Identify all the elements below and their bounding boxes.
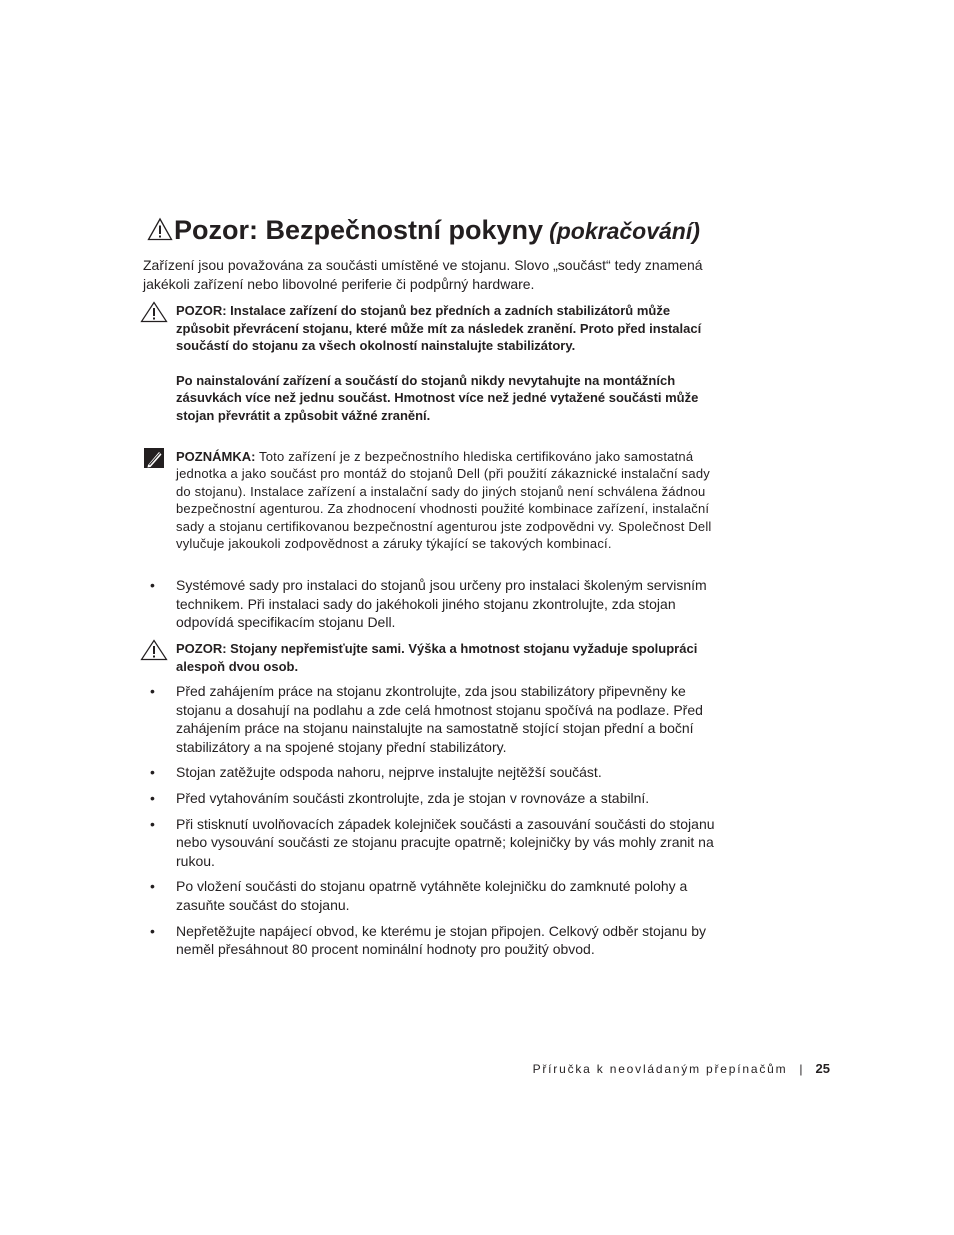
note-body: Toto zařízení je z bezpečnostního hlediska certifikováno jako samostatná jednotka a jako součást pro montáž do stojanů Dell (při použití zákaznické instalační sady do stojanu). Instalace zařízení a instalační sady do jiných stojanů není schválena žádnou bezpečnostní agenturou. Za zhodnocení vhodnosti použité kombinace zařízení, instalační sady a stojanu certifikovanou bezpečnostní agenturou jste zodpovědni vy. Společnost Dell vylučuje jakoukoli zodpovědnost a záruky týkající se takových kombinací. (176, 449, 712, 552)
note-pencil-icon (140, 447, 166, 469)
footer-guide-title: Příručka k neovládaným přepínačům (532, 1062, 788, 1076)
note-notice (140, 448, 725, 552)
page-footer (533, 1061, 830, 1076)
list-item: • Při stisknutí uvolňovacích západek kolejniček součásti a zasouvání součásti do stojanu nebo vysouvání součásti ze stojanu pracujte opatrně; kolejničky by vás mohly zranit na rukou. (147, 815, 727, 871)
title-text: Pozor: Bezpečnostní pokyny (174, 215, 544, 245)
page-title (147, 212, 700, 249)
warning-triangle-icon (140, 301, 168, 323)
caution-text: POZOR: Stojany nepřemisťujte sami. Výška a hmotnost stojanu vyžaduje spolupráci alespoň dvou osob. (176, 641, 698, 674)
page-number: 25 (815, 1061, 830, 1076)
list-item: • Před vytahováním součásti zkontrolujte, zda je stojan v rovnováze a stabilní. (147, 789, 727, 808)
caution-text: POZOR: Instalace zařízení do stojanů bez předních a zadních stabilizátorů může způsobit převrácení stojanu, které může mít za následek zranění. Proto před instalací součástí do stojanu za všech okolností nainstalujte stabilizátory. (176, 303, 702, 353)
list-item: • Po vložení součásti do stojanu opatrně vytáhněte kolejničku do zamknuté polohy a zasuňte součást do stojanu. (147, 877, 727, 914)
warning-triangle-icon (140, 639, 168, 661)
note-label: POZNÁMKA: (176, 449, 256, 464)
note-text (176, 448, 725, 552)
title-continued: (pokračování) (549, 218, 700, 244)
list-item: • Před zahájením práce na stojanu zkontrolujte, zda jsou stabilizátory připevněny ke stojanu a dosahují na podlahu a zde celá hmotnost stojanu spočívá na podlaze. Před zahájením práce na stojanu nainstalujte na samostatně stojící stojan přední a boční stabilizátory a na spojené stojany přední stabilizátory. (147, 682, 727, 756)
bullet-list (147, 682, 727, 966)
footer-separator: | (799, 1062, 803, 1076)
intro-paragraph: Zařízení jsou považována za součásti umístěné ve stojanu. Slovo „součást“ tedy znamená jakékoli zařízení nebo libovolné periferie či podpůrný hardware. (143, 257, 703, 292)
caution-notice-installation (140, 302, 725, 424)
list-item: • Nepřetěžujte napájecí obvod, ke kterému je stojan připojen. Celkový odběr stojanu by neměl přesáhnout 80 procent nominální hodnoty pro použitý obvod. (147, 922, 727, 959)
caution-text: Po nainstalování zařízení a součástí do stojanů nikdy nevytahujte na montážních zásuvkách více než jednu součást. Hmotnost více než jedné vytažené součásti může stojan převrátit a způsobit vážné zranění. (176, 372, 699, 423)
bullet-list (147, 576, 727, 632)
list-item: • Systémové sady pro instalaci do stojanů jsou určeny pro instalaci školeným servisním technikem. Při instalaci sady do jakéhokoli jiného stojanu zkontrolujte, zda stojan odpovídá specifikacím stojanu Dell. (147, 576, 727, 632)
caution-notice-moving (140, 640, 725, 675)
warning-triangle-icon (147, 217, 173, 241)
list-item: • Stojan zatěžujte odspoda nahoru, nejprve instalujte nejtěžší součást. (147, 763, 727, 782)
